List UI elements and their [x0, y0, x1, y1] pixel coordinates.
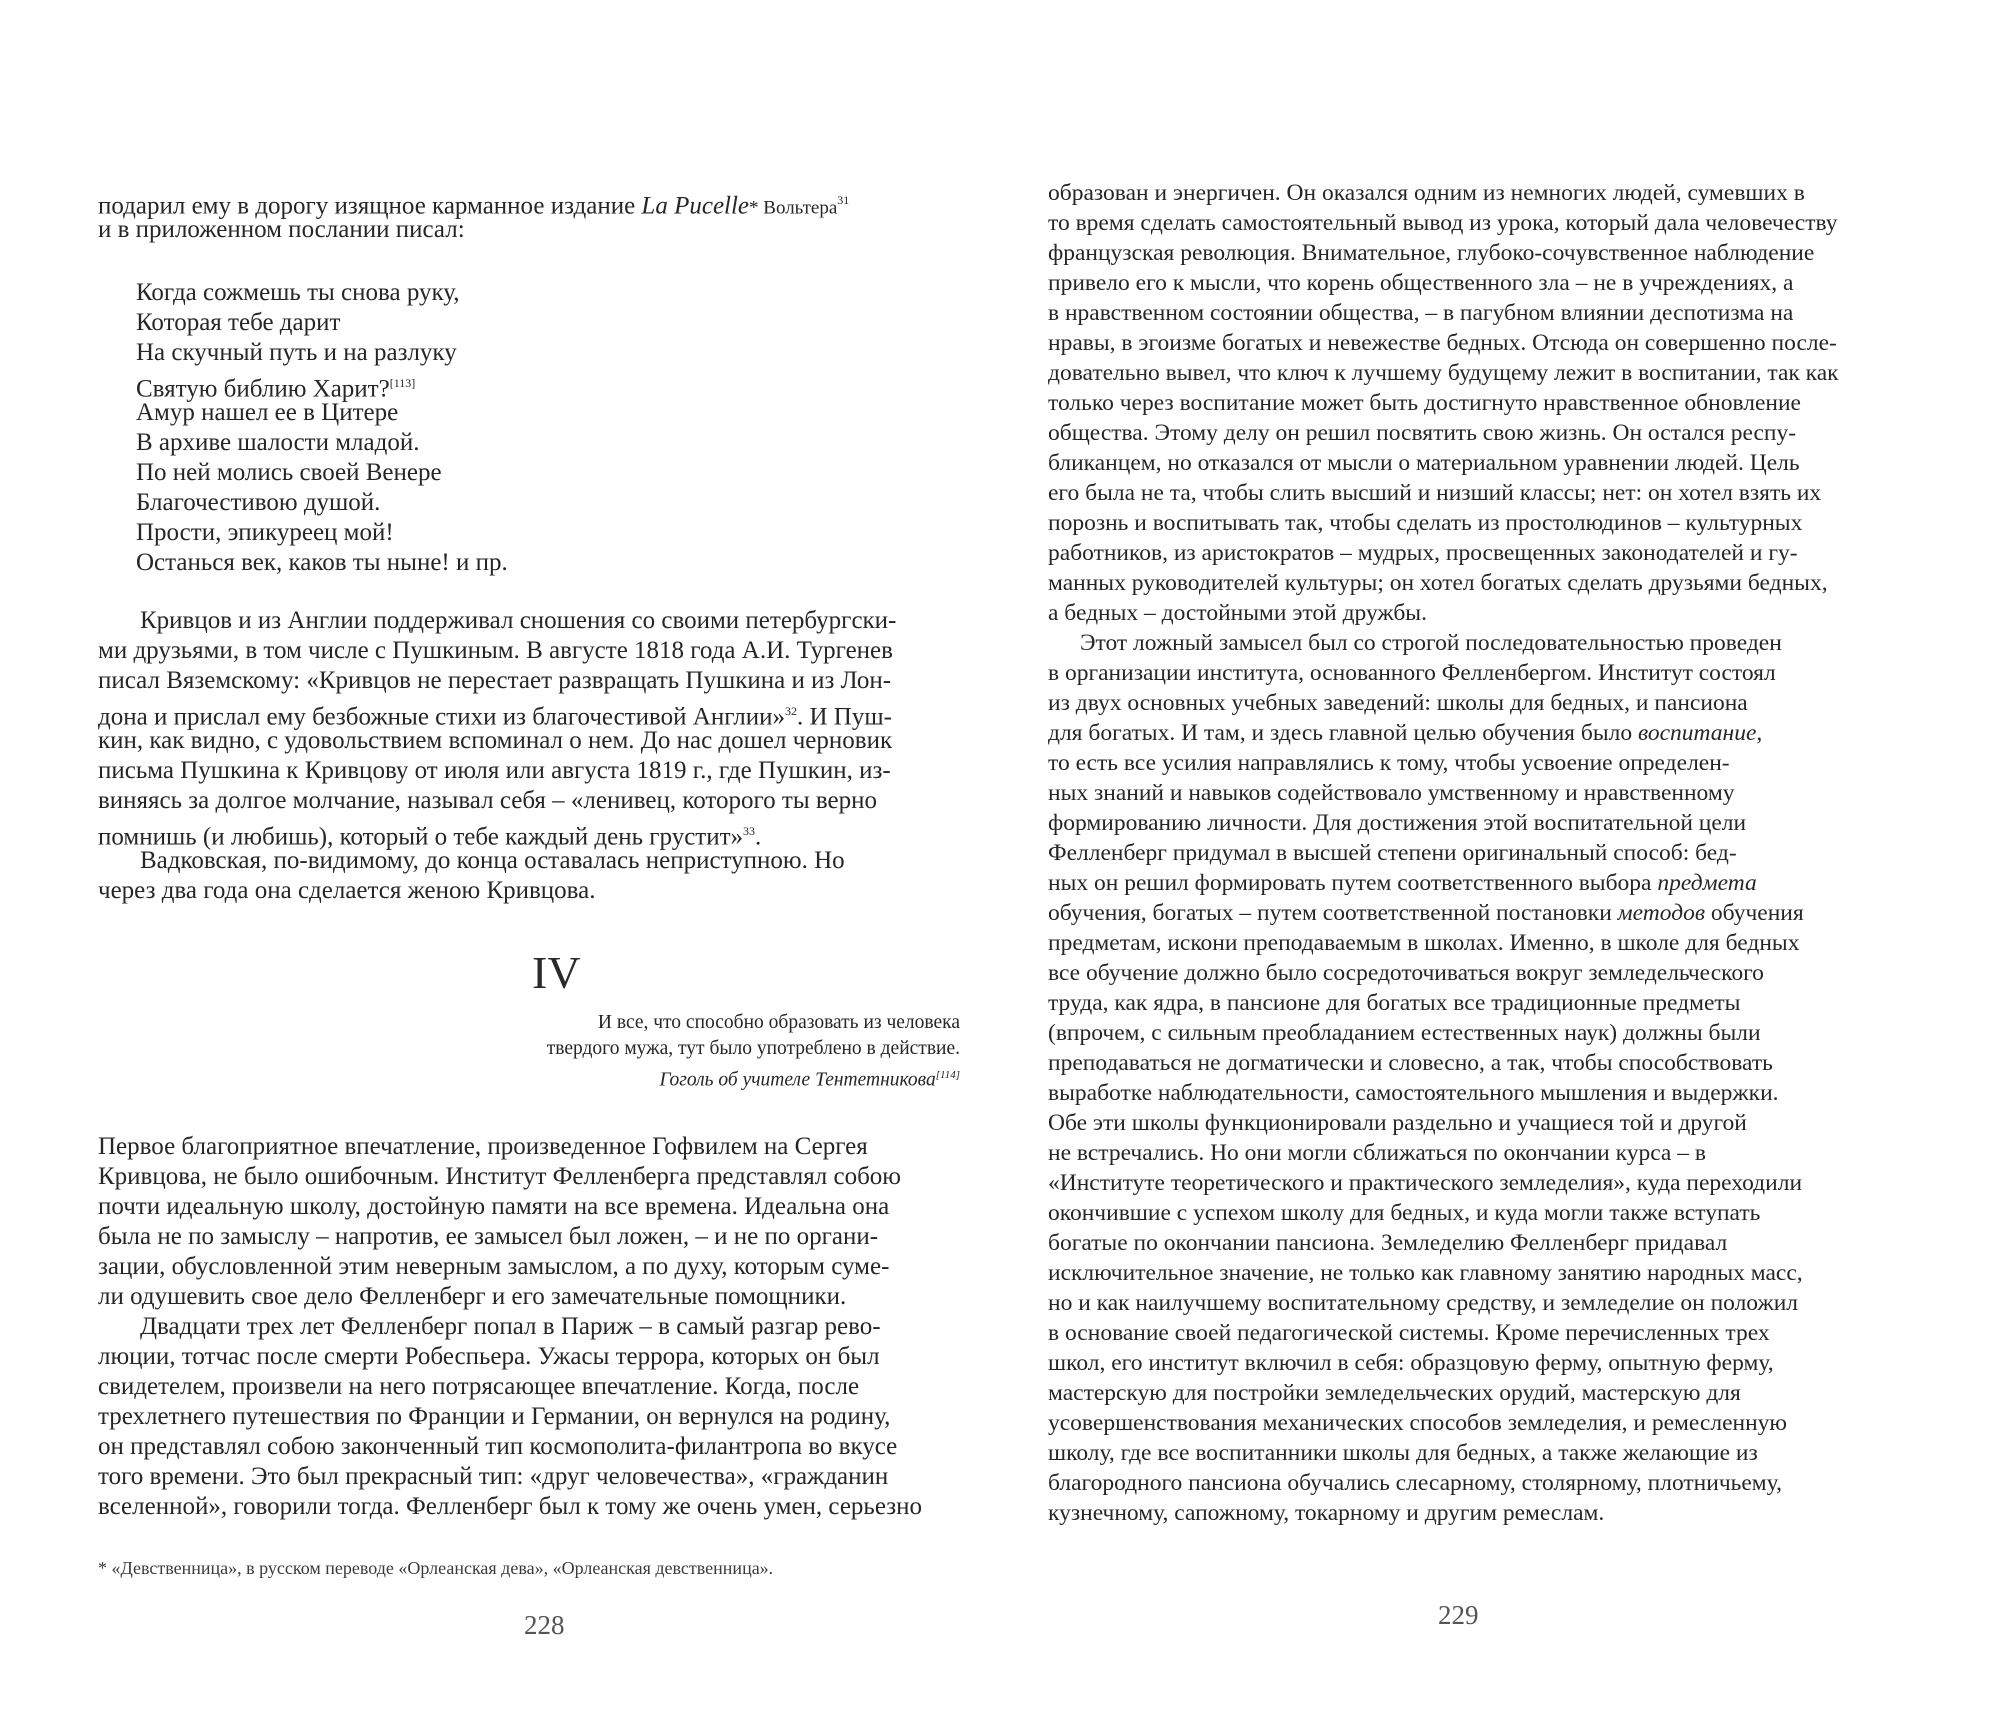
text-line: богатые по окончании пансиона. Земледелию Фелленберг придавал [1048, 1230, 1728, 1256]
text-line: Обе эти школы функционировали раздельно и учащиеся той и другой [1048, 1110, 1747, 1136]
text-line: кин, как видно, с удовольствием вспоминал о нем. До нас дошел черновик [98, 727, 893, 754]
text-line: в организации института, основанного Фелленбергом. Институт состоял [1048, 660, 1776, 686]
text-line: дона и прислал ему безбожные стихи из благочестивой Англии»$^{32}$. И Пуш- [98, 703, 892, 731]
text-line: французская революция. Внимательное, глубоко-сочувственное наблюдение [1048, 240, 1815, 266]
text-line: люции, тотчас после смерти Робеспьера. Ужасы террора, которых он был [98, 1343, 880, 1370]
text-line: письма Пушкина к Кривцову от июля или августа 1819 г., где Пушкин, из- [98, 757, 891, 784]
text-line: он представлял собою законченный тип космополита-филантропа во вкусе [98, 1433, 898, 1460]
poem-note: [113] [389, 376, 416, 390]
text-line: Этот ложный замысел был со строгой последовательностью проведен [1080, 630, 1782, 656]
text-line: предметам, искони преподаваемым в школах. Именно, в школе для бедных [1048, 930, 1800, 956]
text-line: привело его к мысли, что корень общественного зла – не в учреждениях, а [1048, 270, 1794, 296]
text-line: ных знаний и навыков содействовало умственному и нравственному [1048, 780, 1735, 806]
poem-line: В архиве шалости младой. [136, 429, 420, 456]
text-line: труда, как ядра, в пансионе для богатых все традиционные предметы [1048, 990, 1741, 1016]
text-line: бликанцем, но отказался от мысли о материальном уравнении людей. Цель [1048, 450, 1800, 476]
text-line: благородного пансиона обучались слесарному, столярному, плотничьему, [1048, 1470, 1782, 1496]
text-line: то есть все усилия направлялись к тому, чтобы усвоение определен- [1048, 750, 1730, 776]
epigraph-source: Гоголь об учителе Тентетникова[114] [659, 1069, 960, 1091]
text-line: того времени. Это был прекрасный тип: «друг человечества», «гражданин [98, 1463, 889, 1490]
poem-line: По ней молись своей Венере [136, 459, 442, 486]
text-line: виняясь за долгое молчание, называл себя – «ленивец, которого ты верно [98, 787, 878, 814]
text-line: «Институте теоретического и практического земледелия», куда переходили [1048, 1170, 1803, 1196]
text-line: ми друзьями, в том числе с Пушкиным. В августе 1818 года А.И. Тургенев [98, 637, 893, 664]
text-line: нравы, в эгоизме богатых и невежестве бедных. Отсюда он совершенно после- [1048, 330, 1837, 356]
page-number-left: 228 [524, 1610, 565, 1640]
italic-word: предмета [1657, 870, 1757, 896]
text-line: трехлетнего путешествия по Франции и Германии, он вернулся на родину, [98, 1403, 891, 1430]
poem-line: Амур нашел ее в Цитере [136, 399, 399, 426]
text-line: а бедных – достойными этой дружбы. [1048, 600, 1427, 626]
text-line: Двадцати трех лет Фелленберг попал в Париж – в самый разгар рево- [140, 1313, 881, 1340]
text-line: но и как наилучшему воспитательному средству, и земледелие он положил [1048, 1290, 1799, 1316]
text-line: порознь и воспитывать так, чтобы сделать из простолюдинов – культурных [1048, 510, 1803, 536]
poem-line: Святую библию Харит?[113] [136, 375, 416, 403]
text-line: Первое благоприятное впечатление, произведенное Гофвилем на Сергея [98, 1133, 868, 1160]
text-line: только через воспитание может быть достигнуто нравственное обновление [1048, 390, 1801, 416]
italic-word: воспитание [1637, 720, 1757, 746]
text-line: Кривцова, не было ошибочным. Институт Фелленберга представлял собою [98, 1163, 901, 1190]
text-line: через два года она сделается женою Кривцова. [98, 877, 596, 904]
text-line: школу, где все воспитанники школы для бедных, а также желающие из [1048, 1440, 1758, 1466]
text-line: мастерскую для постройки земледельческих орудий, мастерскую для [1048, 1380, 1741, 1406]
right-page [1000, 0, 2000, 1719]
text-line: довательно вывел, что ключ к лучшему будущему лежит в воспитании, так как [1048, 360, 1839, 386]
chapter-numeral: IV [532, 947, 581, 998]
book-title: La Pucelle [641, 192, 750, 220]
text-line: выработке наблюдательности, самостоятельного мышления и выдержки. [1048, 1080, 1779, 1106]
text-line: образован и энергичен. Он оказался одним из немногих людей, сумевших в [1048, 180, 1805, 206]
text-line: зации, обусловленной этим неверным замыслом, а по духу, которым суме- [98, 1253, 890, 1280]
text-line: ных он решил формировать путем соответственного выбора предмета [1048, 870, 1757, 896]
epigraph-line: И все, что способно образовать из человека [597, 1012, 960, 1033]
page-number-right: 229 [1438, 1600, 1479, 1630]
footnote: * «Девственница», в русском переводе «Орлеанская дева», «Орлеанская девственница». [98, 1558, 774, 1578]
text-line: манных руководителей культуры; он хотел богатых сделать друзьями бедных, [1048, 570, 1828, 596]
text-line: его была не та, чтобы слить высший и низший классы; нет: он хотел взять их [1048, 480, 1822, 506]
poem-line: Которая тебе дарит [136, 309, 341, 336]
poem-line: Когда сожмешь ты снова руку, [136, 279, 460, 306]
text-line: исключительное значение, не только как главному занятию народных масс, [1048, 1260, 1803, 1286]
text-line: в нравственном состоянии общества, – в пагубном влиянии деспотизма на [1048, 300, 1794, 326]
text-line: в основание своей педагогической системы. Кроме перечисленных трех [1048, 1320, 1770, 1346]
poem-line: Благочестивою душой. [136, 489, 381, 516]
text-line: почти идеальную школу, достойную памяти на все времена. Идеальна она [98, 1193, 890, 1220]
text-line: школ, его институт включил в себя: образцовую ферму, опытную ферму, [1048, 1350, 1774, 1376]
text-line: ли одушевить свое дело Фелленберг и его замечательные помощники. [98, 1283, 847, 1310]
poem-line: Останься век, каков ты ныне! и пр. [136, 549, 508, 576]
text-line: все обучение должно было сосредоточиваться вокруг земледельческого [1048, 960, 1764, 986]
text-line: формированию личности. Для достижения этой воспитательной цели [1048, 810, 1747, 836]
text-line: (впрочем, с сильным преобладанием естественных наук) должны были [1048, 1020, 1761, 1046]
text-line: окончившие с успехом школу для бедных, и куда могли также вступать [1048, 1200, 1761, 1226]
text-line: писал Вяземскому: «Кривцов не перестает развращать Пушкина и из Лон- [98, 667, 892, 694]
poem-line: На скучный путь и на разлуку [136, 339, 457, 366]
text-line: усовершенствования механических способов земледелия, и ремесленную [1048, 1410, 1787, 1436]
text-line: то время сделать самостоятельный вывод из урока, который дала человечеству [1048, 210, 1838, 236]
text-line: не встречались. Но они могли сближаться по окончании курса – в [1048, 1140, 1706, 1166]
text-line: из двух основных учебных заведений: школы для бедных, и пансиона [1048, 690, 1748, 716]
text-line: обучения, богатых – путем соответственной постановки методов обучения [1048, 900, 1804, 926]
text-line: Кривцов и из Англии поддерживал сношения со своими петербургски- [140, 607, 897, 634]
text-line: помнишь (и любишь), который о тебе каждый день грустит»$^{33}$. [98, 823, 762, 851]
text-line: кузнечному, сапожному, токарному и другим ремеслам. [1048, 1500, 1605, 1526]
text-line: Вадковская, по-видимому, до конца оставалась неприступною. Но [140, 847, 845, 874]
text-line: общества. Этому делу он решил посвятить свою жизнь. Он остался респу- [1048, 420, 1797, 446]
text-line: для богатых. И там, и здесь главной целью обучения было воспитание, [1048, 720, 1763, 746]
intro-line-1: подарил ему в дорогу изящное карманное издание La Pucelle* Вольтера$^{31}$ [98, 192, 850, 220]
italic-word: методов [1617, 900, 1706, 926]
text-line: работников, из аристократов – мудрых, просвещенных законодателей и гу- [1048, 540, 1798, 566]
epigraph-line: твердого мужа, тут было употреблено в действие. [546, 1038, 960, 1059]
poem-line: Прости, эпикуреец мой! [136, 519, 394, 546]
intro-line-2: и в приложенном послании писал: [98, 216, 465, 243]
text-line: преподаваться не догматически и словесно, а так, чтобы способствовать [1048, 1050, 1773, 1076]
text-line: вселенной», говорили тогда. Фелленберг был к тому же очень умен, серьезно [98, 1493, 922, 1520]
text-line: свидетелем, произвели на него потрясающее впечатление. Когда, после [98, 1373, 860, 1400]
text-line: была не по замыслу – напротив, ее замысел был ложен, – и не по органи- [98, 1223, 879, 1250]
text-line: Фелленберг придумал в высшей степени оригинальный способ: бед- [1048, 840, 1737, 866]
